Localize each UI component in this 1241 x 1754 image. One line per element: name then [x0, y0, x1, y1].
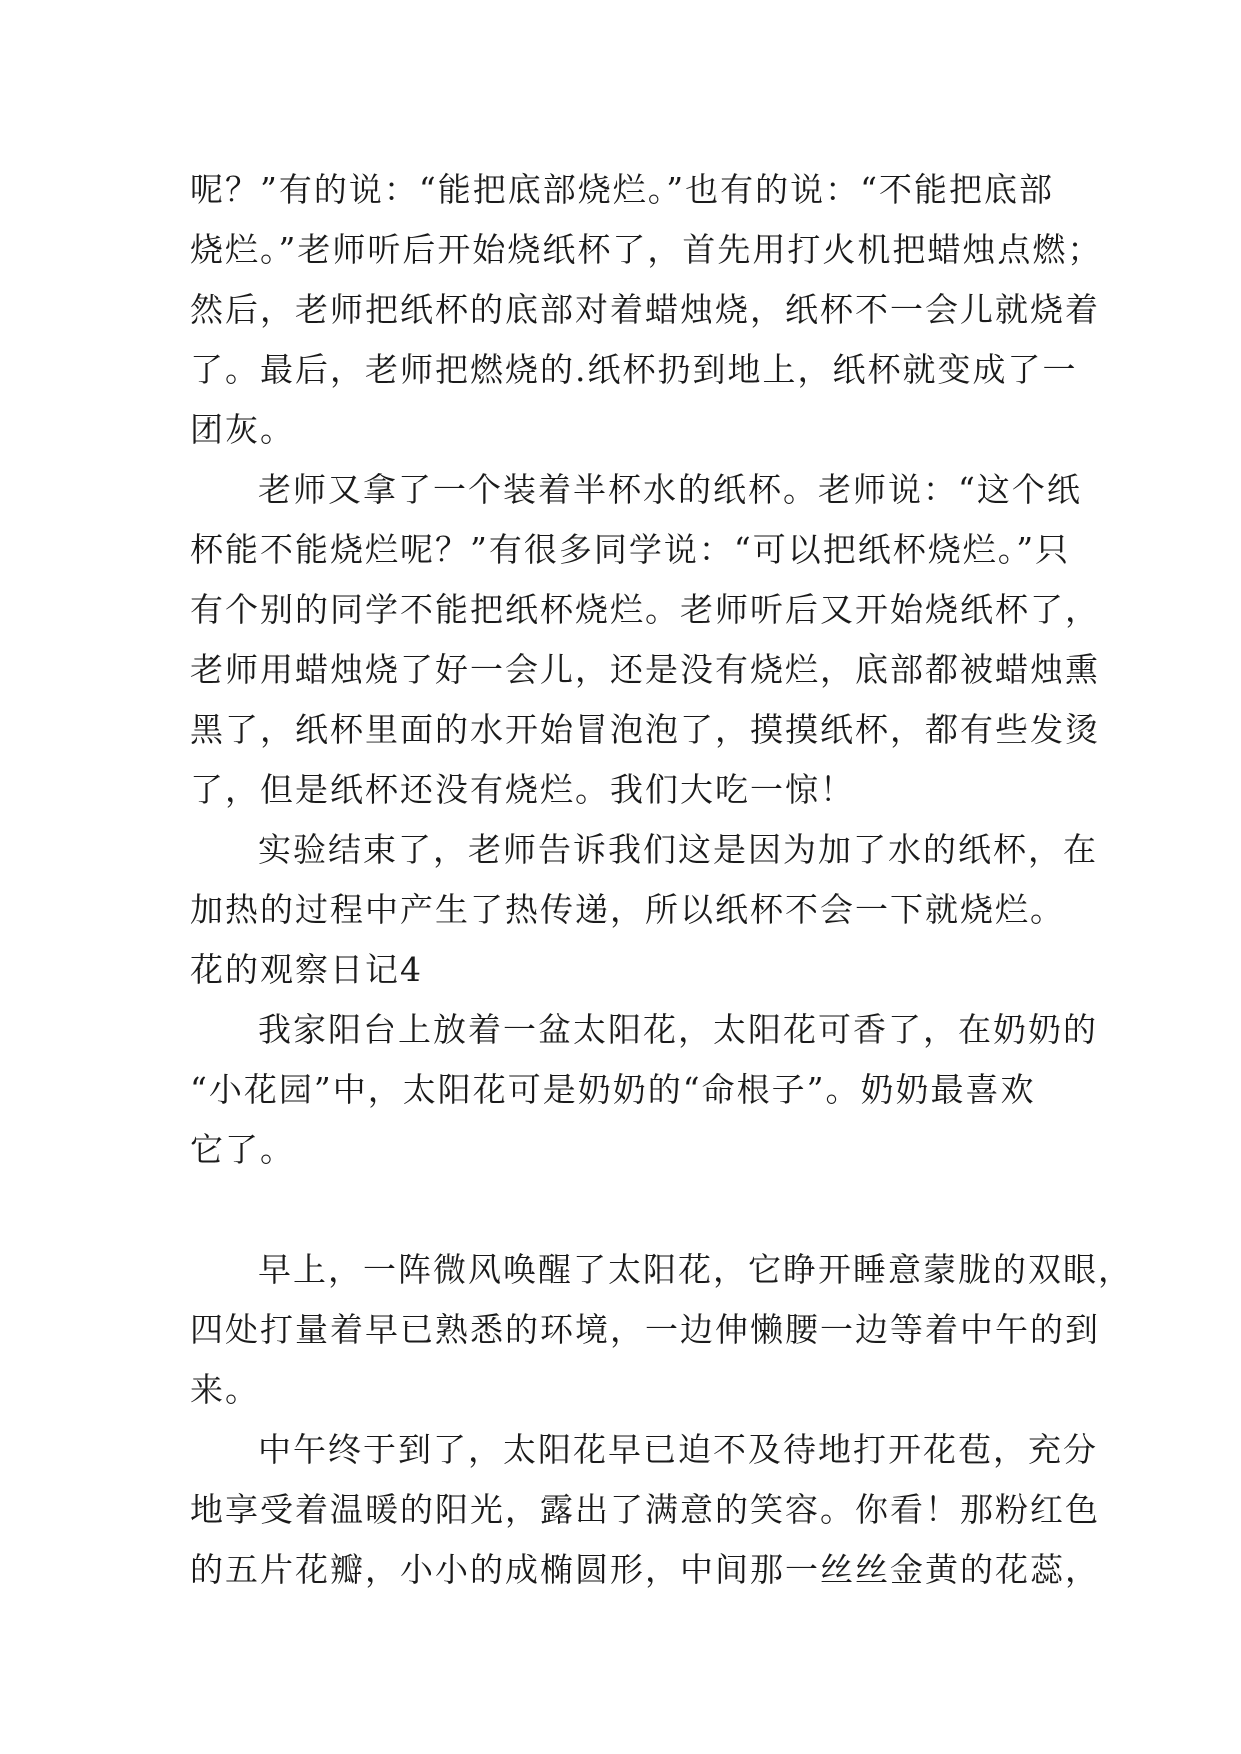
paragraph-2 [190, 460, 1100, 820]
text-line: 了，但是纸杯还没有烧烂。我们大吃一惊！ [190, 770, 855, 809]
paragraph-6 [190, 1420, 1100, 1600]
text-line: 早上，一阵微风唤醒了太阳花，它睁开睡意蒙胧的双眼， [258, 1250, 1133, 1289]
text-line: 有个别的同学不能把纸杯烧烂。老师听后又开始烧纸杯了， [190, 590, 1100, 629]
text-line: 黑了，纸杯里面的水开始冒泡泡了，摸摸纸杯，都有些发烫 [190, 710, 1100, 749]
text-line: “小花园”中，太阳花可是奶奶的“命根子”。奶奶最喜欢 [190, 1070, 1036, 1109]
text-line: 然后，老师把纸杯的底部对着蜡烛烧，纸杯不一会儿就烧着 [190, 290, 1100, 329]
text-line: 烧烂。”老师听后开始烧纸杯了，首先用打火机把蜡烛点燃； [190, 230, 1103, 269]
text-line: 加热的过程中产生了热传递，所以纸杯不会一下就烧烂。 [190, 890, 1065, 929]
text-line: 四处打量着早已熟悉的环境，一边伸懒腰一边等着中午的到 [190, 1310, 1100, 1349]
text-line: 杯能不能烧烂呢？”有很多同学说：“可以把纸杯烧烂。”只 [190, 530, 1071, 569]
text-line: 实验结束了，老师告诉我们这是因为加了水的纸杯，在 [258, 830, 1098, 869]
text-line: 它了。 [190, 1130, 295, 1169]
text-line: 我家阳台上放着一盆太阳花，太阳花可香了，在奶奶的 [258, 1010, 1098, 1049]
paragraph-3 [190, 820, 1098, 940]
text-line: 老师又拿了一个装着半杯水的纸杯。老师说：“这个纸 [258, 470, 1082, 509]
paragraph-5 [190, 1240, 1133, 1420]
blank-line [190, 1180, 1050, 1240]
paragraph-1 [190, 160, 1103, 460]
text-line: 的五片花瓣，小小的成椭圆形，中间那一丝丝金黄的花蕊， [190, 1550, 1100, 1589]
text-line: 呢？”有的说：“能把底部烧烂。”也有的说：“不能把底部 [190, 170, 1054, 209]
text-line: 来。 [190, 1370, 260, 1409]
text-line: 了。最后，老师把燃烧的.纸杯扔到地上，纸杯就变成了一 [190, 350, 1078, 389]
text-line: 地享受着温暖的阳光，露出了满意的笑容。你看！那粉红色 [190, 1490, 1100, 1529]
document-page [190, 160, 1133, 1600]
section-heading: 花的观察日记4 [190, 950, 423, 989]
text-line: 中午终于到了，太阳花早已迫不及待地打开花苞，充分 [258, 1430, 1098, 1469]
text-line: 团灰。 [190, 410, 295, 449]
paragraph-4 [190, 1000, 1098, 1180]
text-line: 老师用蜡烛烧了好一会儿，还是没有烧烂，底部都被蜡烛熏 [190, 650, 1100, 689]
